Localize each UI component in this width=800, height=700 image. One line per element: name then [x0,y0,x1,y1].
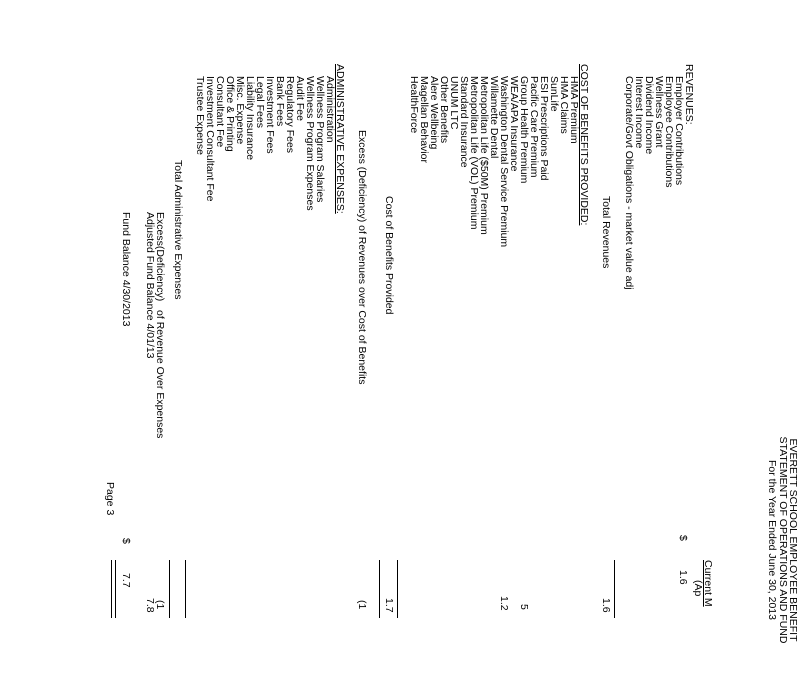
adjusted-balance-label: Adjusted Fund Balance 4/01/13 [144,212,156,359]
excess-revenue-label: Excess(Deficiency) of Revenue Over Expenses [154,212,166,439]
total-revenues-value: 1.6 [600,598,612,613]
revenue-item: Employer Contributions [673,76,685,186]
benefit-item: UNUM LTC [448,76,460,130]
benefit-value: 5 [518,604,530,610]
total-admin-label: Total Administrative Expenses [172,160,184,300]
column-heading: Current M [702,560,714,607]
benefit-item: Metropolitan Life (VOL) Premium [468,76,480,230]
benefit-item: Metropolitan Life ($50M) Premium [478,76,490,235]
benefit-item: Standard Insurance [458,76,470,168]
admin-item: Office & Printing [224,76,236,152]
revenues-total-rule [614,560,615,618]
benefit-item: HealthForce [408,76,420,134]
adjusted-balance-value: 7.8 [144,598,156,613]
excess-revenue-value: (1 [154,600,166,610]
benefit-item: ESI Prescriptions Paid [538,76,550,181]
excess-benefits-label: Excess (Deficiency) of Revenues over Cost of Benefits [356,130,368,385]
total-revenues-label: Total Revenues [600,196,612,269]
benefit-item: WEA/APA Insurance [508,76,520,172]
fund-balance-label: Fund Balance 4/30/2013 [120,212,132,327]
benefit-item: HMA Claims [558,76,570,134]
excess-benefits-rule [379,560,380,618]
page-number: Page 3 [104,482,116,516]
statement-title: EVERETT SCHOOL EMPLOYEE BENEFIT [787,438,799,642]
fund-balance-double-rule [111,560,116,618]
admin-heading: ADMINISTRATIVE EXPENSES: [334,64,346,214]
benefit-item: Group Health Premium [518,76,530,184]
benefits-total-rule [397,560,398,618]
benefit-item: Alere Wellbeing [428,76,440,150]
fund-balance-value: $ 7.7 [120,538,132,588]
revenues-heading: REVENUES: [683,64,695,125]
admin-item: Consultant Fee [214,76,226,148]
column-subheading: (Ap [692,580,704,597]
statement-subtitle: STATEMENT OF OPERATIONS AND FUND [777,436,789,644]
benefit-item: Magellan Behavior [418,76,430,163]
benefit-value: 1.2 [498,596,510,611]
benefits-heading: COST OF BENEFITS PROVIDED: [578,64,590,226]
admin-item: Misc. Expense [234,76,246,145]
admin-item: Audit Fee [294,76,306,121]
summary-rule [169,560,170,618]
admin-item: Regulatory Fees [284,76,296,154]
benefit-item: SunLife [548,76,560,112]
revenue-item: Corporate/Govt Obligations - market value adj [623,76,635,290]
revenue-item: Wellness Grant [653,76,665,148]
revenue-item: Interest Income [633,76,645,149]
revenue-value: $ 1.6 [677,535,689,585]
admin-item: Trustee Expense [194,76,206,155]
admin-item: Administration [324,76,336,143]
benefit-item: HMA Premium [568,76,580,144]
benefit-item: Pacific Care Premium [528,76,540,178]
admin-item: Liability Insurance [244,76,256,161]
cost-of-benefits-label: Cost of Benefits Provided [383,196,395,315]
admin-item: Bank Fees [274,76,286,127]
benefit-item: Willamette Dental [488,76,500,159]
revenue-item: Dividend Income [643,76,655,155]
excess-benefits-value: (1 [356,600,368,610]
statement-period: For the Year Ended June 30, 2013 [766,460,778,620]
benefit-item: Other Benefits [438,76,450,144]
admin-item: Wellness Program Salaries [314,76,326,203]
benefit-item: Washington Dental Service Premium [498,76,510,248]
admin-item: Wellness Program Expenses [304,76,316,211]
revenue-item: Employee Contributions [663,76,675,188]
admin-item: Legal Fees [254,76,266,128]
cost-of-benefits-value: 1.7 [383,598,395,613]
admin-item: Investment Fees [264,76,276,154]
admin-item: Investment Consultant Fee [204,76,216,202]
admin-total-rule [185,560,186,618]
